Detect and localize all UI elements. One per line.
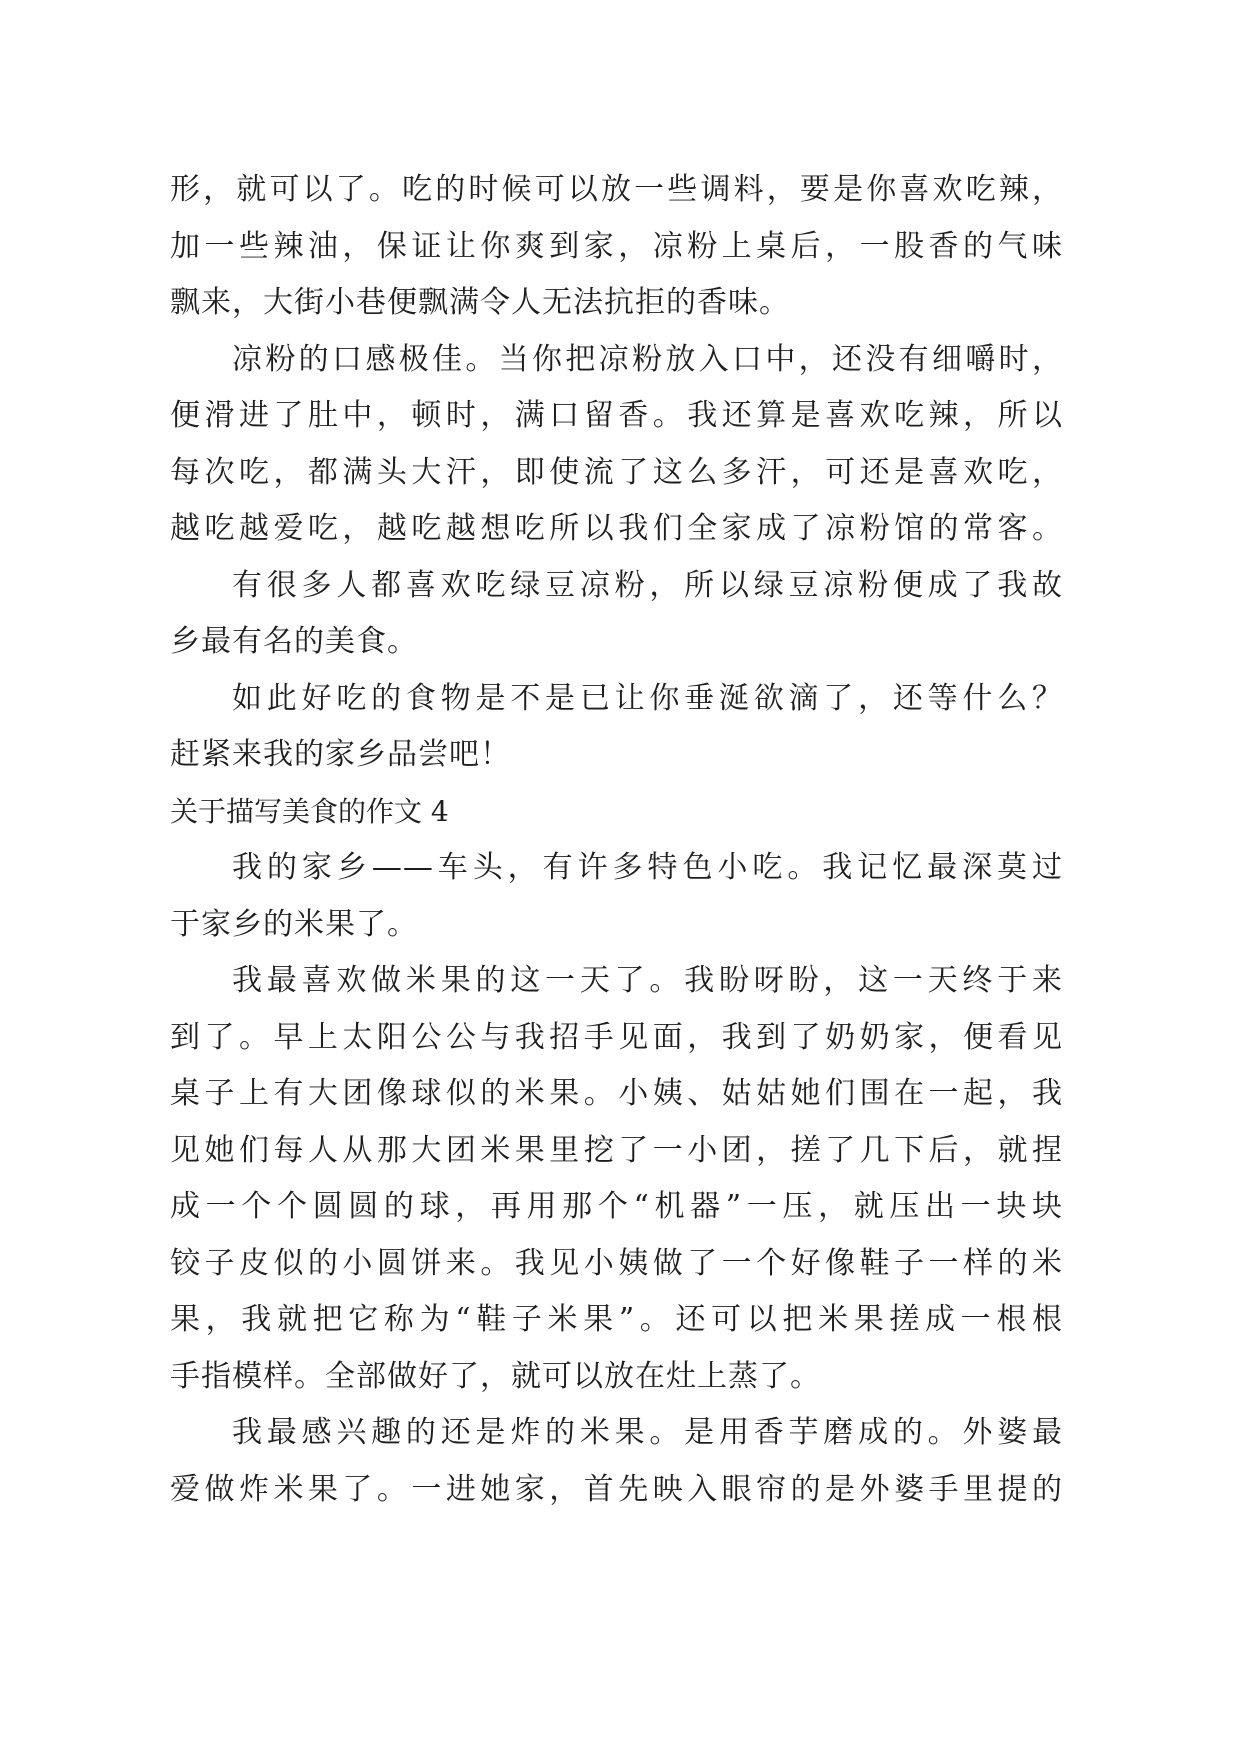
paragraph (170, 840, 1063, 953)
essay-heading: 关于描写美食的作文 4 (170, 794, 449, 828)
document-body (170, 162, 1063, 1518)
text-line: 成一个个圆圆的球，再用那个“机器”一压，就压出一块块 (170, 1189, 1063, 1224)
paragraph (170, 332, 1063, 558)
text-line: 见她们每人从那大团米果里挖了一小团，搓了几下后，就捏 (170, 1132, 1063, 1168)
text-line: 赶紧来我的家乡品尝吧！ (170, 737, 511, 772)
text-line: 我最感兴趣的还是炸的米果。是用香芋磨成的。外婆最 (232, 1415, 1063, 1450)
paragraph (170, 162, 1063, 332)
text-line: 每次吃，都满头大汗，即使流了这么多汗，可还是喜欢吃， (170, 454, 1063, 490)
text-line: 如此好吃的食物是不是已让你垂涎欲滴了，还等什么？ (232, 680, 1063, 716)
text-line: 我最喜欢做米果的这一天了。我盼呀盼，这一天终于来 (232, 963, 1063, 998)
paragraph (170, 1405, 1063, 1518)
text-line: 手指模样。全部做好了，就可以放在灶上蒸了。 (170, 1358, 821, 1394)
text-line: 越吃越爱吃，越吃越想吃所以我们全家成了凉粉馆的常客。 (170, 511, 1063, 546)
paragraph (170, 953, 1063, 1405)
text-line: 形，就可以了。吃的时候可以放一些调料，要是你喜欢吃辣， (170, 172, 1063, 207)
text-line: 铰子皮似的小圆饼来。我见小姨做了一个好像鞋子一样的米 (170, 1245, 1063, 1281)
text-line: 加一些辣油，保证让你爽到家，凉粉上桌后，一股香的气味 (170, 228, 1063, 264)
text-line: 凉粉的口感极佳。当你把凉粉放入口中，还没有细嚼时， (232, 341, 1063, 377)
text-line: 有很多人都喜欢吃绿豆凉粉，所以绿豆凉粉便成了我故 (232, 567, 1063, 603)
text-line: 到了。早上太阳公公与我招手见面，我到了奶奶家，便看见 (170, 1019, 1063, 1055)
paragraph (170, 558, 1063, 671)
text-line: 我的家乡——车头，有许多特色小吃。我记忆最深莫过 (232, 850, 1063, 885)
text-line: 飘来，大街小巷便飘满令人无法抗拒的香味。 (170, 285, 790, 320)
text-line: 爱做炸米果了。一进她家，首先映入眼帘的是外婆手里提的 (170, 1471, 1063, 1507)
text-line: 桌子上有大团像球似的米果。小姨、姑姑她们围在一起，我 (170, 1076, 1063, 1111)
text-line: 于家乡的米果了。 (170, 906, 418, 942)
paragraph (170, 671, 1063, 784)
text-line: 便滑进了肚中，顿时，满口留香。我还算是喜欢吃辣，所以 (170, 398, 1063, 433)
text-line: 果，我就把它称为“鞋子米果”。还可以把米果搓成一根根 (170, 1302, 1063, 1337)
text-line: 乡最有名的美食。 (170, 624, 418, 659)
